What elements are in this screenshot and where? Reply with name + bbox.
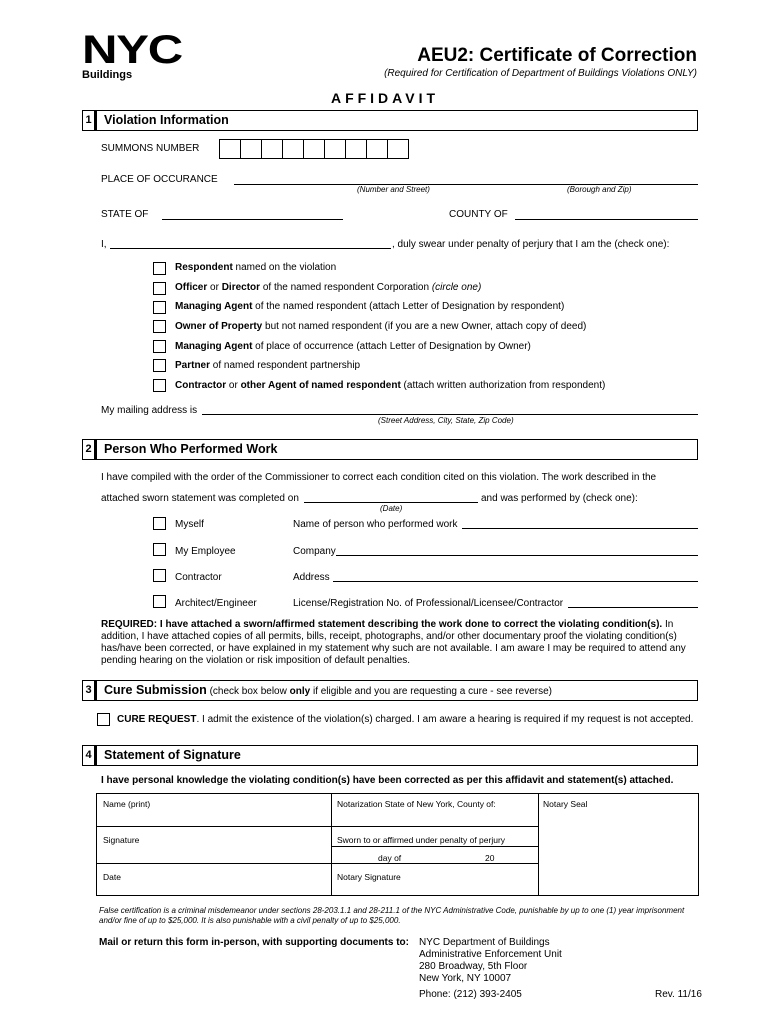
form-title: AEU2: Certificate of Correction xyxy=(417,45,697,66)
signature-label[interactable]: Signature xyxy=(103,835,140,845)
notary-signature-label[interactable]: Notary Signature xyxy=(337,872,401,882)
place-label: PLACE OF OCCURANCE xyxy=(101,174,218,185)
compliance-text: I have compiled with the order of the Commissioner to correct each condition cited on this violation. The work described in the xyxy=(101,472,657,483)
section-number: 2 xyxy=(83,440,97,459)
summons-digit-box[interactable] xyxy=(324,139,346,159)
county-input[interactable] xyxy=(515,219,698,220)
sworn-label[interactable]: Sworn to or affirmed under penalty of perjury xyxy=(337,835,506,845)
performer-field-name: Name of person who performed work xyxy=(293,519,458,530)
role-checkbox-partner[interactable] xyxy=(153,359,166,372)
summons-digit-box[interactable] xyxy=(345,139,367,159)
role-checkbox-owner[interactable] xyxy=(153,320,166,333)
role-option-partner: Partner of named respondent partnership xyxy=(175,360,361,371)
summons-label: SUMMONS NUMBER xyxy=(101,143,200,154)
performer-field-address: Address xyxy=(293,572,330,583)
performer-name-input[interactable] xyxy=(462,528,698,529)
summons-digit-box[interactable] xyxy=(366,139,388,159)
mail-label: Mail or return this form in-person, with supporting documents to: xyxy=(99,937,409,948)
signature-table xyxy=(96,793,699,896)
address-line: NYC Department of Buildings xyxy=(419,937,550,948)
nyc-buildings-logo xyxy=(82,32,186,66)
required-statement: REQUIRED: I have attached a sworn/affirmed statement describing the work done to correct the violating condition(s). In addition, I have attached copies of all permits, bills, receipt, photographs, and/or other documentary proof the violating condition(s) has/have been corrected, or have explained in my statement why such are not available. I am aware I may be required to attend any pending hearing on the violation or risk imposition of default penalties. xyxy=(101,619,686,666)
section-1-header xyxy=(82,110,698,131)
summons-digit-box[interactable] xyxy=(240,139,262,159)
section-number: 3 xyxy=(83,681,97,700)
section-number: 1 xyxy=(83,111,97,130)
section-3-header xyxy=(82,680,698,701)
performer-label-myself: Myself xyxy=(175,519,204,530)
logo-subtitle: Buildings xyxy=(82,69,133,81)
notary-seal-label[interactable]: Notary Seal xyxy=(543,799,588,809)
performer-label-contractor: Contractor xyxy=(175,572,222,583)
swear-text: , duly swear under penalty of perjury that I am the (check one): xyxy=(392,239,670,250)
mailing-hint: (Street Address, City, State, Zip Code) xyxy=(378,416,514,425)
affiant-name-input[interactable] xyxy=(110,248,391,249)
role-checkbox-officer[interactable] xyxy=(153,282,166,295)
role-option-respondent: Respondent named on the violation xyxy=(175,262,337,273)
affidavit-heading: AFFIDAVIT xyxy=(330,90,440,106)
date-label[interactable]: Date xyxy=(103,872,121,882)
performer-field-company: Company xyxy=(293,546,336,557)
place-hint-street: (Number and Street) xyxy=(357,185,430,194)
section-4-header xyxy=(82,745,698,766)
place-hint-borough: (Borough and Zip) xyxy=(567,185,632,194)
role-option-owner: Owner of Property but not named respondent (if you are a new Owner, attach copy of deed) xyxy=(175,321,587,332)
performed-by-label: and was performed by (check one): xyxy=(481,493,638,504)
cure-request-text: CURE REQUEST. I admit the existence of the violation(s) charged. I am aware a hearing is required if my request is not accepted. xyxy=(117,714,694,725)
summons-digit-box[interactable] xyxy=(387,139,409,159)
role-checkbox-managing-agent-respondent[interactable] xyxy=(153,301,166,314)
county-label: COUNTY OF xyxy=(449,209,508,220)
address-line: 280 Broadway, 5th Floor xyxy=(419,961,528,972)
section-title: Cure Submission (check box below only if eligible and you are requesting a cure - see reverse) xyxy=(104,683,552,697)
performer-checkbox-contractor[interactable] xyxy=(153,569,166,582)
summons-digit-box[interactable] xyxy=(303,139,325,159)
summons-digit-box[interactable] xyxy=(219,139,241,159)
section-title: Violation Information xyxy=(104,113,229,127)
knowledge-statement: I have personal knowledge the violating condition(s) have been corrected as per this affidavit and statement(s) attached. xyxy=(101,775,674,786)
role-checkbox-managing-agent-place[interactable] xyxy=(153,340,166,353)
role-checkbox-contractor[interactable] xyxy=(153,379,166,392)
summons-digit-box[interactable] xyxy=(261,139,283,159)
performer-label-employee: My Employee xyxy=(175,546,236,557)
mailing-label: My mailing address is xyxy=(101,405,198,416)
role-option-managing-agent-respondent: Managing Agent of the named respondent (attach Letter of Designation by respondent) xyxy=(175,301,565,312)
false-certification-note: False certification is a criminal misdemeanor under sections 28-203.1.1 and 28-211.1 of the NYC Administrative Code, punishable by up to one (1) year imprisonment and/or fine of up to $25,000. It is also punishable with a civil penalty of up to $25,000. xyxy=(99,906,685,925)
role-option-managing-agent-place: Managing Agent of place of occurrence (attach Letter of Designation by Owner) xyxy=(175,341,531,352)
cure-request-checkbox[interactable] xyxy=(97,713,110,726)
revision-label: Rev. 11/16 xyxy=(655,989,702,1000)
section-title: Person Who Performed Work xyxy=(104,442,278,456)
role-option-contractor: Contractor or other Agent of named respondent (attach written authorization from respondent) xyxy=(175,380,606,391)
summons-number-input[interactable] xyxy=(219,139,408,159)
completed-on-label: attached sworn statement was completed on xyxy=(101,493,299,504)
notarization-label[interactable]: Notarization State of New York, County of: xyxy=(337,799,496,809)
date-hint: (Date) xyxy=(380,504,403,513)
phone-number: Phone: (212) 393-2405 xyxy=(419,989,522,1000)
summons-digit-box[interactable] xyxy=(282,139,304,159)
performer-field-license: License/Registration No. of Professional/Licensee/Contractor xyxy=(293,598,564,609)
section-title: Statement of Signature xyxy=(104,748,241,762)
performer-checkbox-architect[interactable] xyxy=(153,595,166,608)
year-label[interactable]: 20 xyxy=(485,853,495,863)
license-input[interactable] xyxy=(568,607,698,608)
address-line: Administrative Enforcement Unit xyxy=(419,949,562,960)
logo-text: NYC xyxy=(82,32,183,66)
day-of-label[interactable]: day of xyxy=(378,853,402,863)
performer-checkbox-myself[interactable] xyxy=(153,517,166,530)
mailing-address-input[interactable] xyxy=(202,414,698,415)
address-input[interactable] xyxy=(333,581,698,582)
state-input[interactable] xyxy=(162,219,343,220)
company-input[interactable] xyxy=(336,555,698,556)
address-line: New York, NY 10007 xyxy=(419,973,512,984)
form-subtitle: (Required for Certification of Department of Buildings Violations ONLY) xyxy=(384,68,697,79)
i-label: I, xyxy=(101,239,107,250)
state-label: STATE OF xyxy=(101,209,149,220)
name-print-label[interactable]: Name (print) xyxy=(103,799,151,809)
section-2-header xyxy=(82,439,698,460)
role-checkbox-respondent[interactable] xyxy=(153,262,166,275)
section-number: 4 xyxy=(83,746,97,765)
role-option-officer: Officer or Director of the named respondent Corporation (circle one) xyxy=(175,282,482,293)
performer-checkbox-employee[interactable] xyxy=(153,543,166,556)
completion-date-input[interactable] xyxy=(304,502,478,503)
performer-label-architect: Architect/Engineer xyxy=(175,598,257,609)
